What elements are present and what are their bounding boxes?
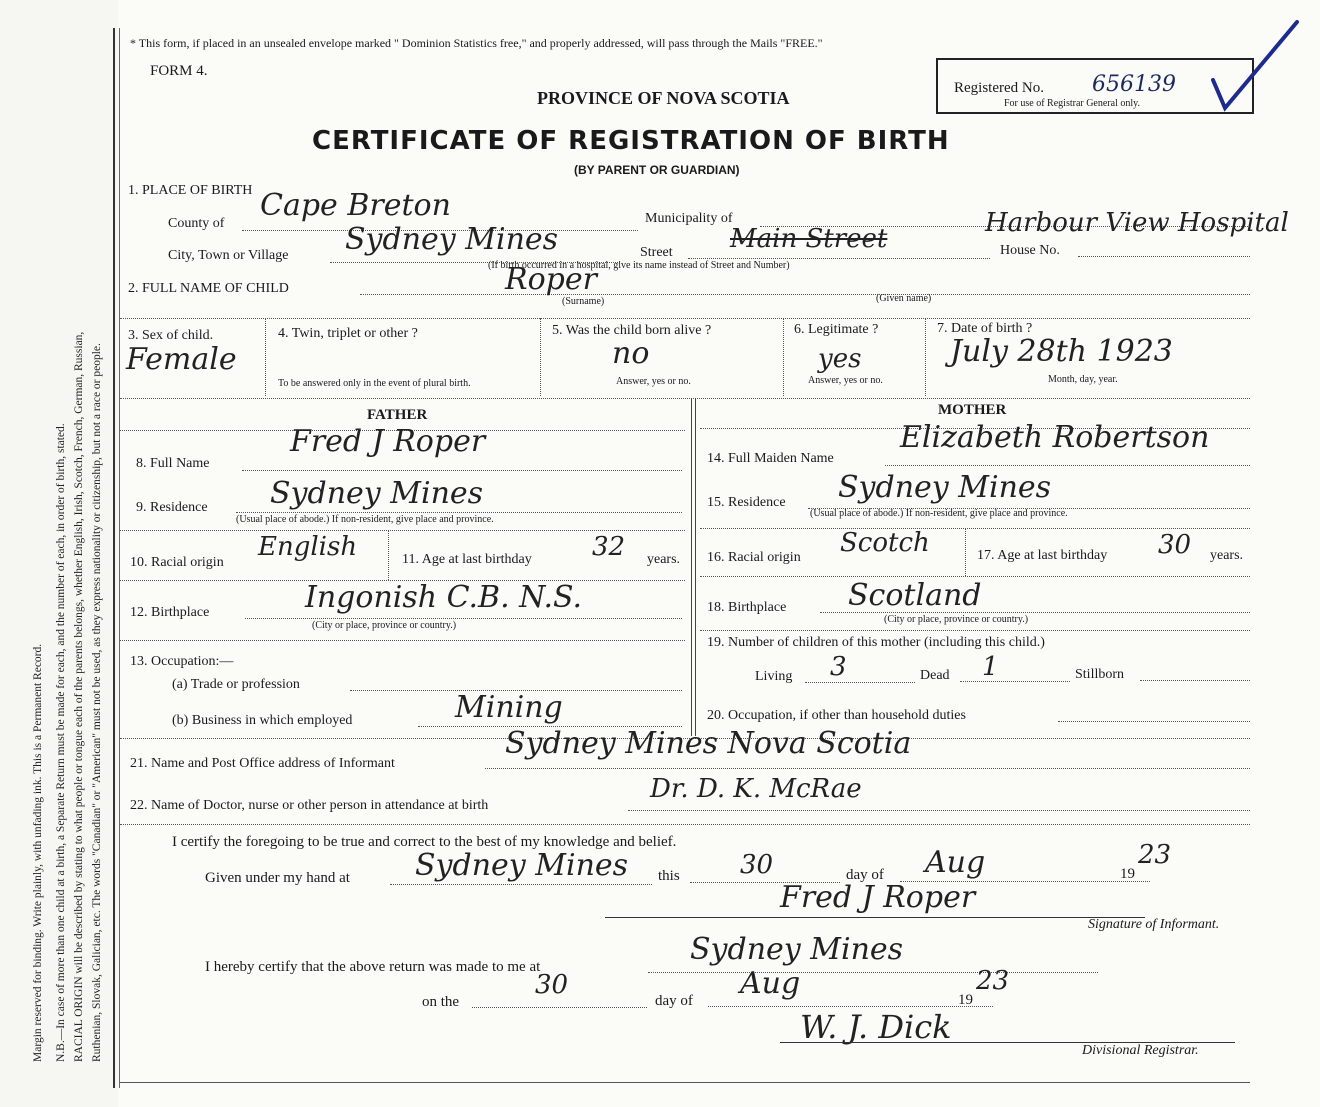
father-birthplace-note: (City or place, province or country.) bbox=[312, 620, 457, 631]
informant-signature-label: Signature of Informant. bbox=[1088, 917, 1220, 932]
father-age-value: 32 bbox=[592, 532, 626, 562]
day-of-label: day of bbox=[846, 867, 884, 883]
informant-label: 21. Name and Post Office address of Informant bbox=[130, 756, 395, 771]
living-value: 3 bbox=[830, 652, 847, 682]
legitimate-value: yes bbox=[818, 344, 862, 374]
return-year-prefix: 19 bbox=[958, 992, 973, 1008]
city-label: City, Town or Village bbox=[168, 248, 289, 263]
mother-birthplace-value: Scotland bbox=[848, 578, 982, 613]
street-value: Main Street bbox=[730, 224, 888, 254]
born-alive-value: no bbox=[612, 336, 650, 371]
living-label: Living bbox=[755, 669, 793, 684]
father-residence-note: (Usual place of abode.) If non-resident, give place and province. bbox=[236, 514, 494, 525]
born-alive-label: 5. Was the child born alive ? bbox=[552, 323, 712, 338]
mother-age-value: 30 bbox=[1158, 530, 1192, 560]
registrar-label: Divisional Registrar. bbox=[1082, 1043, 1199, 1058]
given-under-label: Given under my hand at bbox=[205, 870, 350, 886]
doctor-label: 22. Name of Doctor, nurse or other person in attendance at birth bbox=[130, 798, 489, 813]
binding-line-inner bbox=[119, 28, 120, 1088]
dob-note: Month, day, year. bbox=[1048, 374, 1118, 385]
business-value: Mining bbox=[455, 690, 563, 725]
binding-line bbox=[113, 28, 115, 1088]
month-value: Aug bbox=[925, 845, 986, 880]
given-name-note: (Given name) bbox=[876, 293, 932, 304]
occupation-label: 13. Occupation:— bbox=[130, 654, 234, 669]
year-prefix: 19 bbox=[1120, 866, 1135, 882]
registered-value: 656139 bbox=[1092, 72, 1176, 97]
house-no-label: House No. bbox=[1000, 243, 1060, 258]
return-day-value: 30 bbox=[535, 970, 569, 1000]
return-statement: I hereby certify that the above return was made to me at bbox=[205, 959, 541, 975]
father-heading: FATHER bbox=[367, 407, 428, 423]
province-heading: PROVINCE OF NOVA SCOTIA bbox=[537, 88, 790, 108]
father-birthplace-value: Ingonish C.B. N.S. bbox=[305, 580, 583, 615]
bottom-rule bbox=[120, 1082, 1250, 1083]
doctor-value: Dr. D. K. McRae bbox=[650, 774, 862, 804]
mother-residence-label: 15. Residence bbox=[707, 495, 786, 510]
dob-label: 7. Date of birth ? bbox=[937, 321, 1033, 336]
informant-value: Sydney Mines Nova Scotia bbox=[505, 726, 912, 761]
twin-note: To be answered only in the event of plural birth. bbox=[278, 378, 471, 389]
county-label: County of bbox=[168, 216, 225, 231]
this-label: this bbox=[658, 868, 680, 884]
father-name-label: 8. Full Name bbox=[136, 456, 210, 471]
legitimate-label: 6. Legitimate ? bbox=[794, 322, 879, 337]
child-name-label: 2. FULL NAME OF CHILD bbox=[128, 281, 289, 296]
mother-age-label: 17. Age at last birthday bbox=[977, 548, 1108, 563]
father-age-label: 11. Age at last birthday bbox=[402, 552, 532, 567]
registered-note: For use of Registrar General only. bbox=[1004, 98, 1140, 109]
sex-value: Female bbox=[126, 342, 237, 377]
mother-birthplace-note: (City or place, province or country.) bbox=[884, 614, 1029, 625]
mother-occupation-label: 20. Occupation, if other than household duties bbox=[707, 708, 966, 723]
dead-value: 1 bbox=[982, 652, 999, 682]
mother-birthplace-label: 18. Birthplace bbox=[707, 600, 787, 615]
mother-racial-value: Scotch bbox=[840, 528, 930, 558]
father-racial-value: English bbox=[258, 532, 358, 562]
informant-signature: Fred J Roper bbox=[780, 880, 976, 915]
on-the-label: on the bbox=[422, 994, 460, 1010]
mail-notice: * This form, if placed in an unsealed envelope marked " Dominion Statistics free," and properly addressed, will pass through the Mails "FREE." bbox=[130, 36, 823, 50]
mother-racial-label: 16. Racial origin bbox=[707, 550, 801, 565]
form-number: FORM 4. bbox=[150, 63, 208, 79]
hospital-value: Harbour View Hospital bbox=[985, 208, 1289, 238]
day-value: 30 bbox=[740, 850, 774, 880]
mother-name-value: Elizabeth Robertson bbox=[900, 420, 1210, 455]
registered-label: Registered No. bbox=[954, 80, 1044, 96]
twin-label: 4. Twin, triplet or other ? bbox=[278, 326, 418, 341]
return-month-value: Aug bbox=[740, 966, 801, 1001]
stillborn-label: Stillborn bbox=[1075, 667, 1125, 682]
legitimate-note: Answer, yes or no. bbox=[808, 375, 883, 386]
column-divider bbox=[691, 398, 696, 736]
given-place-value: Sydney Mines bbox=[415, 848, 629, 883]
father-birthplace-label: 12. Birthplace bbox=[130, 605, 210, 620]
city-value: Sydney Mines bbox=[345, 222, 559, 257]
street-note: (If birth occurred in a hospital, give its name instead of Street and Number) bbox=[488, 260, 790, 271]
municipality-label: Municipality of bbox=[645, 211, 733, 226]
certificate-title: CERTIFICATE OF REGISTRATION OF BIRTH bbox=[312, 126, 950, 156]
margin-instruction-3: RACIAL ORIGIN will be described by stating to what people or tongue each of the parents belongs, whether English, Irish, Scotch, French, German, Russian, bbox=[73, 331, 85, 1062]
dead-label: Dead bbox=[920, 668, 950, 683]
margin-instruction-1: Margin reserved for binding. Write plainly, with unfading ink. This is a Permanent Record. bbox=[32, 643, 44, 1062]
father-age-unit: years. bbox=[647, 552, 681, 567]
registrar-signature: W. J. Dick bbox=[800, 1008, 952, 1046]
mother-name-label: 14. Full Maiden Name bbox=[707, 451, 834, 466]
mother-age-unit: years. bbox=[1210, 548, 1244, 563]
check-icon bbox=[1205, 18, 1305, 118]
margin-instruction-2: N.B.—In case of more than one child at a birth, a Separate Return must be made for each, and the number of each, in order of birth, stated. bbox=[55, 423, 67, 1062]
children-count-label: 19. Number of children of this mother (including this child.) bbox=[707, 635, 1045, 650]
county-value: Cape Breton bbox=[260, 188, 451, 223]
sex-label: 3. Sex of child. bbox=[128, 328, 214, 343]
father-name-value: Fred J Roper bbox=[290, 424, 486, 459]
street-label: Street bbox=[640, 245, 673, 260]
return-day-of-label: day of bbox=[655, 993, 693, 1009]
margin-instruction-4: Ruthenian, Slovak, Galician, etc. The words "Canadian" or "American" must not be used, as they express nationality or citizenship, but not a race or people. bbox=[91, 343, 103, 1062]
place-of-birth-label: 1. PLACE OF BIRTH bbox=[128, 183, 253, 198]
return-place-value: Sydney Mines bbox=[690, 932, 904, 967]
mother-residence-value: Sydney Mines bbox=[838, 470, 1052, 505]
return-year-value: 23 bbox=[976, 966, 1010, 996]
binding-margin bbox=[0, 0, 118, 1107]
certification-statement: I certify the foregoing to be true and correct to the best of my knowledge and belief. bbox=[172, 834, 677, 850]
mother-residence-note: (Usual place of abode.) If non-resident, give place and province. bbox=[810, 508, 1068, 519]
year-value: 23 bbox=[1138, 840, 1172, 870]
surname-note: (Surname) bbox=[562, 296, 605, 307]
certificate-subtitle: (BY PARENT OR GUARDIAN) bbox=[574, 163, 740, 177]
father-racial-label: 10. Racial origin bbox=[130, 555, 224, 570]
father-residence-value: Sydney Mines bbox=[270, 476, 484, 511]
dob-value: July 28th 1923 bbox=[950, 334, 1173, 369]
business-label: (b) Business in which employed bbox=[172, 713, 353, 728]
father-residence-label: 9. Residence bbox=[136, 500, 208, 515]
trade-label: (a) Trade or profession bbox=[172, 677, 300, 692]
child-surname-value: Roper bbox=[505, 262, 597, 297]
born-alive-note: Answer, yes or no. bbox=[616, 376, 691, 387]
mother-heading: MOTHER bbox=[938, 402, 1007, 418]
